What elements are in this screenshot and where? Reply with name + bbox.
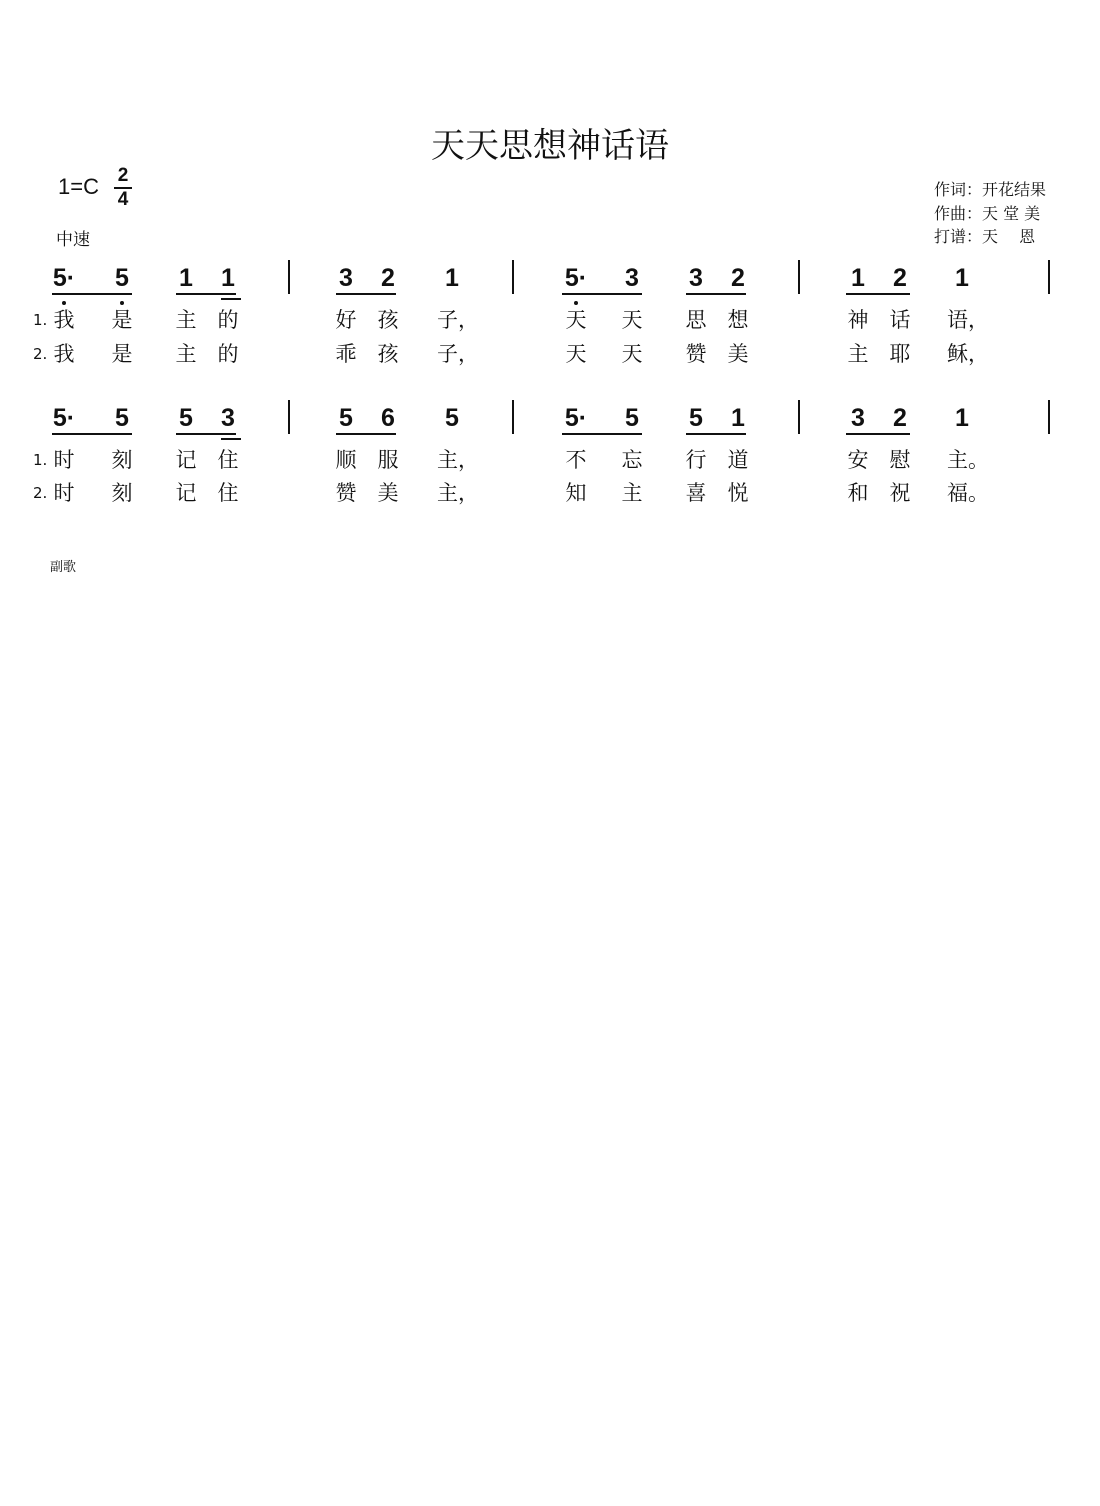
lyric: 稣，	[947, 342, 989, 366]
note: 1	[955, 264, 969, 292]
composer-credit: 作曲：天 堂 美	[933, 203, 1041, 223]
note: 5	[179, 404, 193, 432]
lyric: 刻	[111, 481, 133, 505]
lyric: 耶	[889, 342, 911, 366]
lyric: 主	[175, 342, 197, 366]
key-signature: 1=C	[58, 174, 99, 199]
lyric: 时	[53, 448, 75, 472]
lyric: 记	[175, 448, 197, 472]
bar-line	[512, 400, 514, 434]
note: 5·	[52, 404, 76, 432]
beam-underline	[562, 433, 642, 435]
note: 1	[445, 264, 459, 292]
note: 5·	[52, 264, 76, 292]
lyric: 顺	[335, 448, 357, 472]
note: 5	[689, 404, 703, 432]
lyricist-credit: 作词：开花结果	[933, 180, 1046, 199]
note: 2	[893, 264, 907, 292]
bar-line	[1048, 400, 1050, 434]
lyric: 美	[377, 481, 399, 505]
time-signature	[112, 166, 134, 210]
lyric: 我	[53, 308, 75, 332]
lyric: 行	[685, 448, 707, 472]
verse-number: 1.	[33, 451, 48, 469]
note: 5·	[564, 404, 588, 432]
low-octave-dot	[62, 301, 66, 305]
note: 1	[955, 404, 969, 432]
note: 5	[445, 404, 459, 432]
lyric: 住	[217, 481, 239, 505]
lyric: 我	[53, 342, 75, 366]
lyric: 的	[217, 308, 239, 332]
lyric: 子，	[437, 342, 479, 366]
lyric: 的	[217, 342, 239, 366]
bar-line	[512, 260, 514, 294]
lyric: 住	[217, 448, 239, 472]
beam-underline	[336, 293, 396, 295]
lyric: 主	[175, 308, 197, 332]
note: 2	[893, 404, 907, 432]
transcriber-credit: 打谱：天 恩	[933, 227, 1036, 246]
note: 3	[625, 264, 639, 292]
bar-line	[288, 400, 290, 434]
note: 2	[731, 264, 745, 292]
lyric: 悦	[727, 481, 749, 505]
note: 6	[381, 404, 395, 432]
lyric: 天	[565, 342, 587, 366]
note: 5	[115, 404, 129, 432]
note: 5	[339, 404, 353, 432]
time-signature-bottom: 4	[117, 189, 129, 210]
low-octave-dot	[120, 301, 124, 305]
note: 3	[339, 264, 353, 292]
note: 2	[381, 264, 395, 292]
lyric: 想	[727, 308, 749, 332]
lyric: 天	[621, 308, 643, 332]
beam-underline	[686, 433, 746, 435]
beam-underline	[686, 293, 746, 295]
lyric: 服	[377, 448, 399, 472]
lyric: 喜	[685, 481, 707, 505]
lyric: 安	[847, 448, 869, 472]
lyric: 语，	[947, 308, 989, 332]
beam-underline	[176, 433, 236, 435]
beam-underline-double	[221, 438, 241, 440]
lyric: 刻	[111, 448, 133, 472]
lyric: 天	[621, 342, 643, 366]
beam-underline	[176, 293, 236, 295]
lyric: 神	[847, 308, 869, 332]
bar-line	[1048, 260, 1050, 294]
note: 1	[179, 264, 193, 292]
credits	[934, 178, 1046, 249]
note: 1	[221, 264, 235, 292]
chorus-label: 副歌	[50, 560, 77, 575]
low-octave-dot	[574, 301, 578, 305]
verse-number: 2.	[33, 484, 48, 502]
lyric: 子，	[437, 308, 479, 332]
lyric: 主，	[437, 481, 479, 505]
lyric: 天	[565, 308, 587, 332]
lyric: 祝	[889, 481, 911, 505]
beam-underline	[52, 293, 132, 295]
lyric: 主，	[437, 448, 479, 472]
lyric: 孩	[377, 308, 399, 332]
note: 5·	[564, 264, 588, 292]
tempo-marking: 中速	[56, 230, 90, 250]
lyric: 知	[565, 481, 587, 505]
note: 1	[731, 404, 745, 432]
note: 1	[851, 264, 865, 292]
bar-line	[798, 400, 800, 434]
lyric: 忘	[621, 448, 643, 472]
verse-number: 1.	[33, 311, 48, 329]
lyric: 话	[889, 308, 911, 332]
lyric: 记	[175, 481, 197, 505]
lyric: 慰	[889, 448, 911, 472]
lyric: 是	[111, 342, 133, 366]
lyric: 道	[727, 448, 749, 472]
lyric: 是	[111, 308, 133, 332]
lyric: 美	[727, 342, 749, 366]
note: 3	[221, 404, 235, 432]
lyric: 和	[847, 481, 869, 505]
beam-underline	[562, 293, 642, 295]
lyric: 主	[621, 481, 643, 505]
lyric: 赞	[335, 481, 357, 505]
bar-line	[288, 260, 290, 294]
lyric: 主。	[947, 448, 989, 472]
lyric: 时	[53, 481, 75, 505]
note: 3	[689, 264, 703, 292]
time-signature-top: 2	[117, 165, 129, 186]
beam-underline	[846, 293, 910, 295]
lyric: 好	[335, 308, 357, 332]
lyric: 主	[847, 342, 869, 366]
lyric: 思	[685, 308, 707, 332]
note: 5	[115, 264, 129, 292]
lyric: 赞	[685, 342, 707, 366]
lyric: 孩	[377, 342, 399, 366]
lyric: 不	[565, 448, 587, 472]
verse-number: 2.	[33, 345, 48, 363]
beam-underline	[846, 433, 910, 435]
bar-line	[798, 260, 800, 294]
beam-underline-double	[221, 298, 241, 300]
beam-underline	[336, 433, 396, 435]
note: 5	[625, 404, 639, 432]
beam-underline	[52, 433, 132, 435]
song-title: 天天思想神话语	[431, 126, 669, 166]
lyric: 福。	[947, 481, 989, 505]
note: 3	[851, 404, 865, 432]
lyric: 乖	[335, 342, 357, 366]
